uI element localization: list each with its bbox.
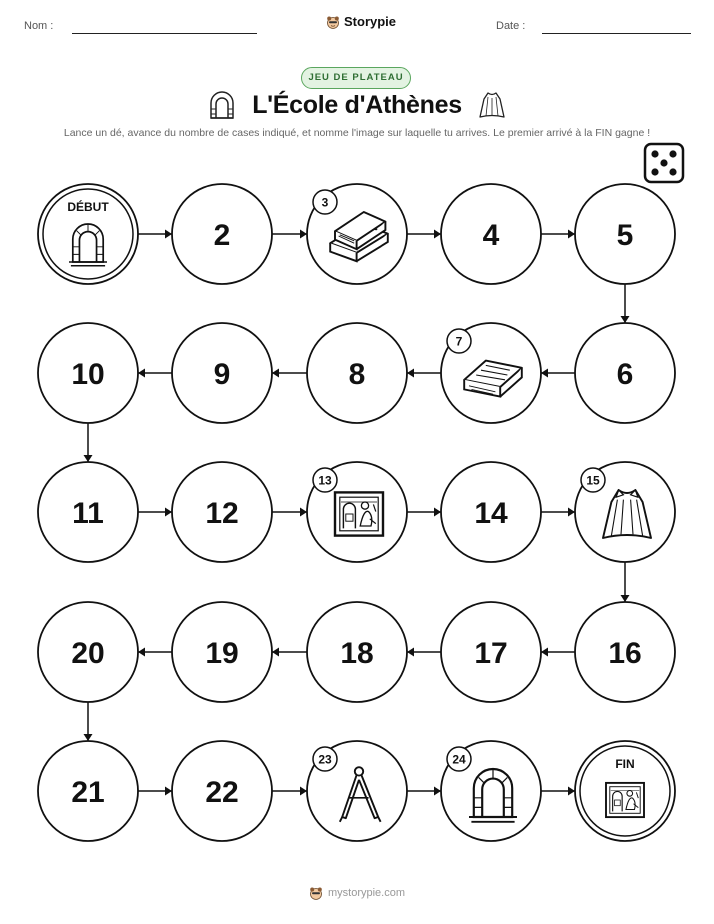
path-arrow [272, 369, 307, 378]
path-arrow [541, 230, 575, 239]
cell-badge-number: 23 [318, 752, 332, 767]
path-arrow [407, 648, 441, 657]
cell-badge-number: 13 [318, 473, 332, 488]
cell-badge-number: 3 [321, 195, 329, 210]
path-arrow [407, 230, 441, 239]
board-cell-6 [575, 323, 675, 423]
cell-number: 16 [608, 637, 642, 670]
path-arrow [621, 284, 630, 323]
board-cell-5 [575, 184, 675, 284]
cell-number: 18 [340, 637, 374, 670]
path-arrow [541, 369, 575, 378]
cell-number: 14 [474, 497, 508, 530]
arch-window-icon [469, 769, 517, 822]
cell-badge-number: 15 [586, 473, 600, 488]
path-arrow [138, 648, 172, 657]
path-arrow [84, 702, 93, 741]
path-arrow [272, 648, 307, 657]
cell-number: 10 [71, 358, 105, 391]
cell-number: 19 [205, 637, 239, 670]
cell-number: 20 [71, 637, 105, 670]
path-arrow [138, 508, 172, 517]
board-cell-21 [38, 741, 138, 841]
path-arrow [272, 787, 307, 796]
start-label: DÉBUT [67, 200, 109, 214]
fresco-icon [335, 492, 383, 535]
instructions-text: Lance un dé, avance du nombre de cases indiqué, et nomme l'image sur laquelle tu arrives. Le premier arrivé à la FIN gagne ! [63, 127, 651, 139]
cell-number: 11 [72, 497, 104, 530]
board-cell-16 [575, 602, 675, 702]
board-cell-20 [38, 602, 138, 702]
path-arrow [621, 562, 630, 602]
arch-window-icon [69, 224, 107, 266]
path-arrow [138, 369, 172, 378]
board-cell-17 [441, 602, 541, 702]
path-arrow [407, 787, 441, 796]
board-cell-8 [307, 323, 407, 423]
path-arrow [272, 230, 307, 239]
date-label: Date : [496, 20, 526, 32]
path-arrow [138, 230, 172, 239]
fresco-icon [606, 783, 644, 817]
board-cell-23 [307, 741, 407, 841]
board-cell-14 [441, 462, 541, 562]
cell-badge-number: 7 [455, 334, 463, 349]
cell-number: 17 [474, 637, 508, 670]
storypie-mascot-icon [309, 886, 323, 900]
path-arrow [84, 423, 93, 462]
path-arrow [541, 508, 575, 517]
path-arrow [407, 508, 441, 517]
cell-number: 2 [213, 219, 231, 252]
board-cell-18 [307, 602, 407, 702]
finish-label: FIN [615, 757, 635, 771]
cell-number: 4 [482, 219, 500, 252]
cell-number: 22 [205, 776, 239, 809]
path-arrow [138, 787, 172, 796]
path-arrow [272, 508, 307, 517]
cell-number: 21 [71, 776, 105, 809]
cell-number: 9 [213, 358, 231, 391]
cell-number: 5 [616, 219, 634, 252]
cell-number: 12 [205, 497, 239, 530]
path-arrow [541, 648, 575, 657]
board-cell-11 [38, 462, 138, 562]
path-arrow [407, 369, 441, 378]
footer [0, 886, 714, 900]
board-cell-10 [38, 323, 138, 423]
cell-badge-number: 24 [452, 752, 466, 767]
path-arrow [541, 787, 575, 796]
board-cell-2 [172, 184, 272, 284]
cell-number: 8 [348, 358, 366, 391]
board-cell-4 [441, 184, 541, 284]
board-cell-22 [172, 741, 272, 841]
name-label: Nom : [24, 20, 54, 32]
page-title: L'École d'Athènes [252, 90, 462, 119]
brand-name: Storypie [344, 14, 397, 29]
board-cell-19 [172, 602, 272, 702]
game-type-badge: JEU DE PLATEAU [301, 67, 411, 89]
cell-number: 6 [616, 358, 634, 391]
board-cell-12 [172, 462, 272, 562]
board-cell-9 [172, 323, 272, 423]
footer-site[interactable]: mystorypie.com [327, 887, 406, 899]
